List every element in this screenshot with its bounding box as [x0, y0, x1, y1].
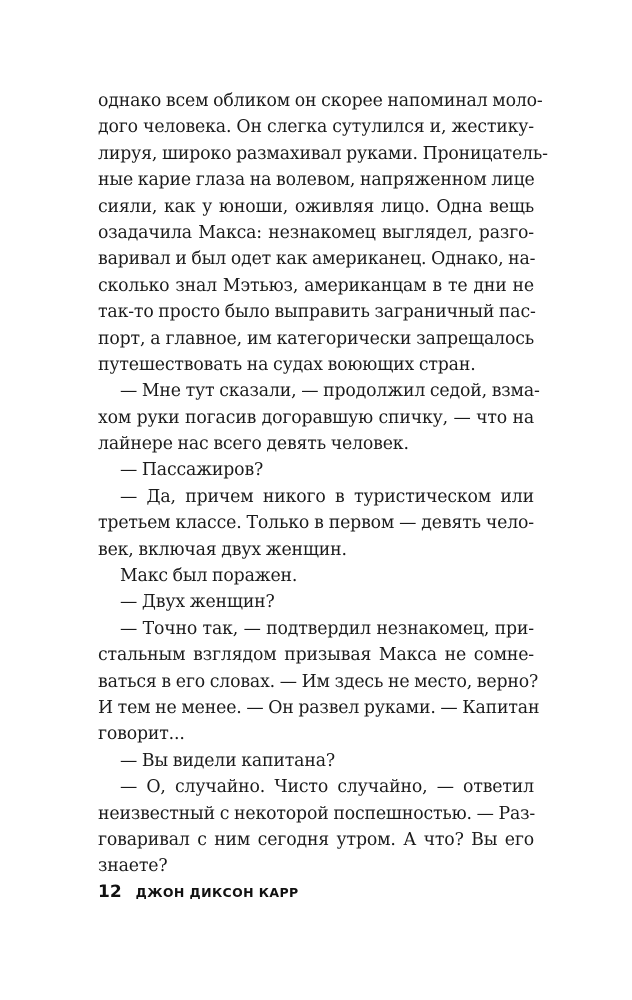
text-line: — Вы видели капитана?: [120, 750, 335, 771]
page-footer: [98, 882, 299, 904]
text-line: стальным взглядом призывая Макса не сомне-: [98, 645, 534, 666]
text-line: лайнере нас всего девять человек.: [98, 434, 409, 455]
text-line: путешествовать на судах воюющих стран.: [98, 354, 476, 375]
text-line: — Двух женщин?: [120, 592, 275, 613]
text-line: говаривал с ним сегодня утром. А что? Вы его: [98, 829, 534, 850]
text-line: лируя, широко размахивал руками. Проницатель-: [98, 143, 548, 164]
text-line: знаете?: [98, 856, 168, 877]
page-number: 12: [98, 882, 122, 902]
text-line: сияли, как у юноши, оживляя лицо. Одна вещь: [98, 196, 534, 217]
text-line: говорит...: [98, 724, 185, 745]
text-line: сколько знал Мэтьюз, американцам в те дни не: [98, 275, 534, 296]
text-line: — Пассажиров?: [120, 460, 264, 481]
text-line: хом руки погасив догоравшую спичку, — что на: [98, 407, 534, 428]
running-head-author: ДЖОН ДИКСОН КАРР: [135, 885, 299, 900]
text-line: так-то просто было выправить заграничный пас-: [98, 302, 536, 323]
text-line: дого человека. Он слегка сутулился и, жестику-: [98, 117, 534, 138]
text-line: век, включая двух женщин.: [98, 539, 347, 560]
body-text: [98, 88, 548, 880]
text-line: — О, случайно. Чисто случайно, — ответил: [120, 777, 534, 798]
text-line: ные карие глаза на волевом, напряженном лице: [98, 170, 535, 191]
text-line: — Точно так, — подтвердил незнакомец, при-: [120, 618, 534, 639]
text-line: однако всем обликом он скорее напоминал моло-: [98, 91, 543, 111]
text-line: неизвестный с некоторой поспешностью. — Раз-: [98, 803, 536, 824]
text-line: третьем классе. Только в первом — девять чело-: [98, 513, 534, 534]
text-line: И тем не менее. — Он развел руками. — Капитан: [98, 697, 540, 718]
text-line: ваться в его словах. — Им здесь не место, верно?: [98, 671, 539, 692]
text-line: варивал и был одет как американец. Однако, на-: [98, 249, 536, 270]
text-line: озадачила Макса: незнакомец выглядел, разго-: [98, 222, 534, 243]
text-line: — Да, причем никого в туристическом или: [120, 486, 534, 507]
text-line: Макс был поражен.: [120, 566, 298, 587]
text-line: порт, а главное, им категорически запрещалось: [98, 328, 534, 349]
text-line: — Мне тут сказали, — продолжил седой, взма-: [120, 381, 540, 402]
